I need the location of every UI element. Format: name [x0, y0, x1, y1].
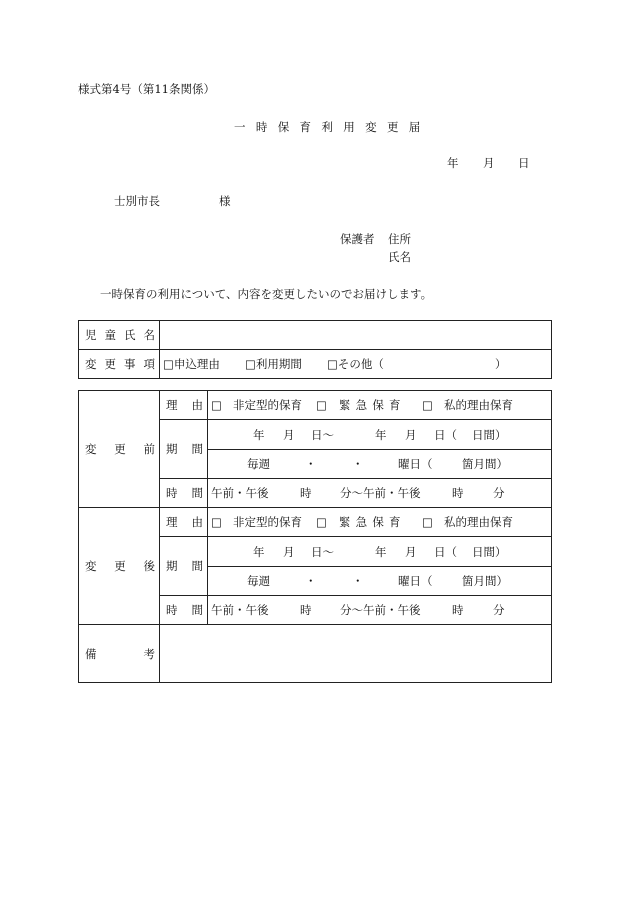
reason-private: 私的理由保育: [444, 398, 513, 412]
before-period-line1: [208, 420, 552, 450]
weekly-dot2: ・: [352, 574, 364, 588]
guardian-label: 保護者: [340, 232, 375, 246]
checkbox-private[interactable]: □: [422, 515, 433, 529]
before-label: 変 更 前: [85, 442, 155, 456]
intro-text: 一時保育の利用について、内容を変更したいのでお届けします。: [100, 287, 433, 301]
period-month2: 月: [405, 544, 417, 559]
option-other[interactable]: □その他（: [327, 357, 384, 371]
time-label: 時 間: [166, 486, 203, 500]
after-label-cell: [79, 508, 160, 625]
change-item-label: 変 更 事 項: [85, 357, 155, 371]
remarks-label: 備 考: [85, 646, 155, 661]
time-hour1: 時: [300, 486, 312, 500]
period-year2: 年: [375, 544, 387, 559]
after-reason-options: [208, 508, 552, 537]
checkbox-nonstandard[interactable]: □: [211, 515, 222, 529]
date-year: 年: [447, 156, 459, 170]
option-usage-period[interactable]: □利用期間: [245, 357, 302, 371]
option-application-reason[interactable]: □申込理由: [163, 357, 220, 371]
after-period-line1: [208, 537, 552, 567]
time-label: 時 間: [166, 603, 203, 617]
reason-emergency: 緊急保育: [339, 398, 406, 412]
form-number: 様式第4号（第11条関係）: [78, 82, 215, 96]
period-year1: 年: [253, 544, 265, 559]
date-day: 日: [518, 156, 530, 170]
child-name-label-cell: [79, 321, 160, 350]
checkbox-nonstandard[interactable]: □: [211, 398, 222, 412]
remarks-field[interactable]: [160, 625, 552, 683]
before-reason-label-cell: [160, 391, 208, 420]
period-day2: 日（: [434, 427, 457, 442]
reason-nonstandard: 非定型的保育: [233, 515, 302, 529]
checkbox-emergency[interactable]: □: [316, 515, 327, 529]
option-other-close: ）: [495, 357, 507, 371]
period-days: 日間）: [472, 544, 507, 559]
period-label: 期 間: [166, 559, 203, 573]
after-period-label-cell: [160, 537, 208, 596]
time-min2: 分: [493, 486, 505, 500]
time-min2: 分: [493, 603, 505, 617]
months-label: 箇月間）: [462, 574, 508, 588]
date-month: 月: [483, 156, 495, 170]
after-reason-label-cell: [160, 508, 208, 537]
before-reason-options: [208, 391, 552, 420]
remarks-label-cell: [79, 625, 160, 683]
period-day1: 日～: [311, 544, 334, 559]
time-ampm1: 午前・午後: [211, 603, 269, 617]
checkbox-emergency[interactable]: □: [316, 398, 327, 412]
weekly-dot2: ・: [352, 457, 364, 471]
reason-label: 理 由: [166, 398, 203, 412]
guardian-name-label: 氏名: [388, 250, 411, 264]
reason-private: 私的理由保育: [444, 515, 513, 529]
period-month1: 月: [283, 427, 295, 442]
period-month1: 月: [283, 544, 295, 559]
period-days: 日間）: [472, 427, 507, 442]
after-time-line: [208, 596, 552, 625]
weekly-label: 毎週: [247, 457, 270, 471]
period-month2: 月: [405, 427, 417, 442]
time-ampm1: 午前・午後: [211, 486, 269, 500]
weekday-label: 曜日（: [398, 574, 433, 588]
weekly-dot1: ・: [305, 457, 317, 471]
before-period-line2: [208, 450, 552, 479]
weekday-label: 曜日（: [398, 457, 433, 471]
change-item-label-cell: [79, 350, 160, 379]
reason-label: 理 由: [166, 515, 203, 529]
child-name-label: 児 童 氏 名: [85, 328, 155, 342]
reason-emergency: 緊急保育: [339, 515, 406, 529]
before-period-label-cell: [160, 420, 208, 479]
period-label: 期 間: [166, 442, 203, 456]
time-min1: 分～午前・午後: [340, 603, 421, 617]
change-item-options: [160, 350, 552, 379]
period-day2: 日（: [434, 544, 457, 559]
before-label-cell: [79, 391, 160, 508]
time-hour2: 時: [452, 603, 464, 617]
months-label: 箇月間）: [462, 457, 508, 471]
after-time-label-cell: [160, 596, 208, 625]
checkbox-private[interactable]: □: [422, 398, 433, 412]
period-year1: 年: [253, 427, 265, 442]
addressee-sama: 様: [219, 194, 231, 208]
before-time-label-cell: [160, 479, 208, 508]
period-year2: 年: [375, 427, 387, 442]
change-summary-table: [78, 320, 552, 379]
after-label: 変 更 後: [85, 559, 155, 573]
reason-nonstandard: 非定型的保育: [233, 398, 302, 412]
addressee-mayor: 士別市長: [114, 194, 160, 208]
period-day1: 日～: [311, 427, 334, 442]
after-period-line2: [208, 567, 552, 596]
time-hour1: 時: [300, 603, 312, 617]
guardian-address-label: 住所: [388, 232, 411, 246]
child-name-field[interactable]: [160, 321, 552, 350]
time-min1: 分～午前・午後: [340, 486, 421, 500]
weekly-dot1: ・: [305, 574, 317, 588]
change-detail-table: [78, 390, 552, 683]
weekly-label: 毎週: [247, 574, 270, 588]
form-title: 一時保育利用変更届: [234, 120, 431, 134]
time-hour2: 時: [452, 486, 464, 500]
before-time-line: [208, 479, 552, 508]
